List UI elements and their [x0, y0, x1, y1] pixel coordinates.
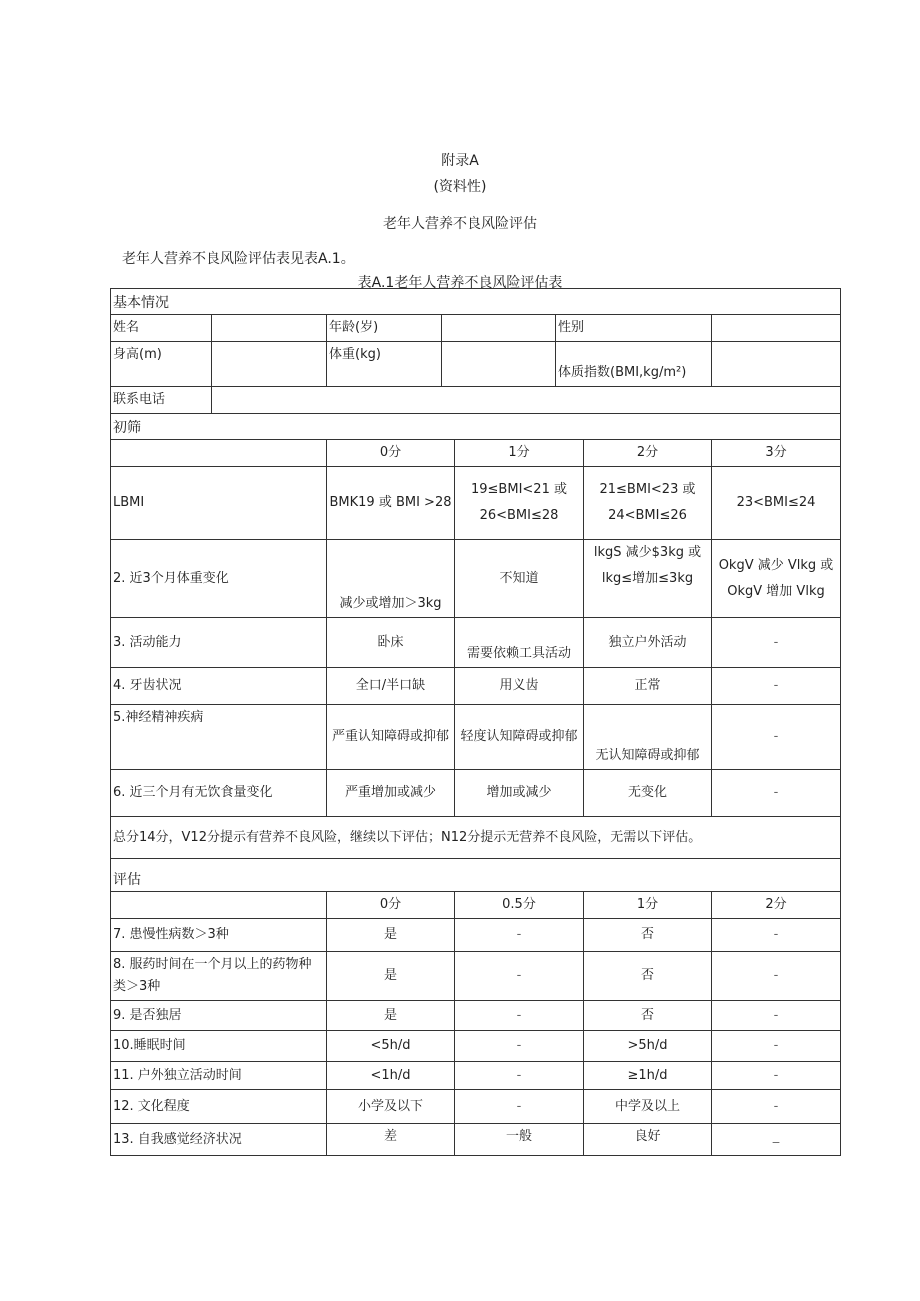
row-label: 4. 牙齿状况 [111, 668, 327, 705]
name-field[interactable] [212, 315, 327, 342]
label-phone: 联系电话 [111, 387, 212, 414]
option-cell: 19≤BMI<21 或 26<BMI≤28 [455, 467, 584, 540]
label-bmi: 体质指数(BMI,kg/m²) [556, 342, 712, 387]
option-cell: 减少或增加＞3kg [327, 540, 455, 618]
option-cell: 严重认知障碍或抑郁 [327, 705, 455, 770]
row-label: 7. 患慢性病数＞3种 [111, 919, 327, 952]
option-cell: 是 [327, 1001, 455, 1031]
row-label: LBMI [111, 467, 327, 540]
option-cell: 不知道 [455, 540, 584, 618]
option-cell: - [455, 1090, 584, 1124]
score-header: 2分 [712, 892, 841, 919]
label-name: 姓名 [111, 315, 212, 342]
score-header: 3分 [712, 440, 841, 467]
option-cell: 是 [327, 952, 455, 1001]
option-cell: 无认知障碍或抑郁 [584, 705, 712, 770]
option-cell: 否 [584, 919, 712, 952]
table-row [111, 1090, 841, 1124]
score-header: 0分 [327, 892, 455, 919]
option-cell: 全口/半口缺 [327, 668, 455, 705]
row-label: 10.睡眠时间 [111, 1031, 327, 1062]
option-cell: <5h/d [327, 1031, 455, 1062]
table-row [111, 770, 841, 817]
intro-text: 老年人营养不良风险评估表见表A.1。 [122, 251, 355, 267]
option-cell: 是 [327, 919, 455, 952]
option-cell: 否 [584, 952, 712, 1001]
table-row [111, 467, 841, 540]
section-assessment: 评估 [111, 859, 841, 892]
option-cell: - [712, 1090, 841, 1124]
option-cell: - [712, 1001, 841, 1031]
appendix-label: 附录A [441, 153, 479, 169]
table-row [111, 952, 841, 1001]
option-cell: ≥1h/d [584, 1062, 712, 1090]
table-row [111, 1031, 841, 1062]
option-cell: 需要依赖工具活动 [455, 618, 584, 668]
label-age: 年龄(岁) [327, 315, 442, 342]
label-height: 身高(m) [111, 342, 212, 387]
score-header: 2分 [584, 440, 712, 467]
option-cell: 正常 [584, 668, 712, 705]
option-cell: - [455, 1062, 584, 1090]
option-cell: 21≤BMI<23 或 24<BMI≤26 [584, 467, 712, 540]
option-cell: 小学及以下 [327, 1090, 455, 1124]
bmi-field[interactable] [712, 342, 841, 387]
option-cell: - [455, 1031, 584, 1062]
option-cell: 增加或减少 [455, 770, 584, 817]
score-header: 0分 [327, 440, 455, 467]
option-cell: lkgS 减少$3kg 或 lkg≤增加≤3kg [584, 540, 712, 618]
assessment-table [110, 288, 841, 1156]
row-label: 3. 活动能力 [111, 618, 327, 668]
option-cell: - [712, 668, 841, 705]
table-row [111, 705, 841, 770]
option-cell: - [712, 705, 841, 770]
option-cell: - [455, 1001, 584, 1031]
option-cell: 卧床 [327, 618, 455, 668]
row-label: 11. 户外独立活动时间 [111, 1062, 327, 1090]
section-screening: 初筛 [111, 414, 841, 440]
option-cell: 一般 [455, 1124, 584, 1156]
section-basic: 基本情况 [111, 289, 841, 315]
option-cell: - [712, 618, 841, 668]
row-label: 6. 近三个月有无饮食量变化 [111, 770, 327, 817]
label-sex: 性别 [556, 315, 712, 342]
row-label: 12. 文化程度 [111, 1090, 327, 1124]
table-row [111, 1062, 841, 1090]
option-cell: - [712, 952, 841, 1001]
row-label: 9. 是否独居 [111, 1001, 327, 1031]
row-label: 5.神经精神疾病 [111, 705, 327, 770]
option-cell: >5h/d [584, 1031, 712, 1062]
option-cell: 差 [327, 1124, 455, 1156]
label-weight: 体重(kg) [327, 342, 442, 387]
screening-summary: 总分14分，V12分提示有营养不良风险，继续以下评估；N12分提示无营养不良风险，无需以下评估。 [111, 817, 841, 859]
table-row [111, 540, 841, 618]
table-row [111, 668, 841, 705]
option-cell: BMK19 或 BMI >28 [327, 467, 455, 540]
option-cell: 良好 [584, 1124, 712, 1156]
table-row [111, 1124, 841, 1156]
table-row [111, 919, 841, 952]
phone-field[interactable] [212, 387, 841, 414]
table-row [111, 618, 841, 668]
option-cell: _ [712, 1124, 841, 1156]
score-header: 1分 [455, 440, 584, 467]
option-cell: - [712, 1062, 841, 1090]
option-cell: 23<BMI≤24 [712, 467, 841, 540]
height-field[interactable] [212, 342, 327, 387]
option-cell: - [712, 919, 841, 952]
option-cell: 否 [584, 1001, 712, 1031]
doc-title: 老年人营养不良风险评估 [383, 216, 537, 232]
option-cell: <1h/d [327, 1062, 455, 1090]
option-cell: - [455, 952, 584, 1001]
option-cell: - [455, 919, 584, 952]
appendix-nature: (资料性) [433, 179, 487, 195]
option-cell: - [712, 770, 841, 817]
option-cell: 独立户外活动 [584, 618, 712, 668]
weight-field[interactable] [442, 342, 556, 387]
option-cell: 严重增加或减少 [327, 770, 455, 817]
option-cell: 无变化 [584, 770, 712, 817]
age-field[interactable] [442, 315, 556, 342]
option-cell: OkgV 减少 Vlkg 或 OkgV 增加 Vlkg [712, 540, 841, 618]
option-cell: - [712, 1031, 841, 1062]
option-cell: 轻度认知障碍或抑郁 [455, 705, 584, 770]
table-row [111, 1001, 841, 1031]
option-cell: 中学及以上 [584, 1090, 712, 1124]
row-label: 13. 自我感觉经济状况 [111, 1124, 327, 1156]
table-caption: 表A.1老年人营养不良风险评估表 [357, 275, 563, 291]
row-label: 2. 近3个月体重变化 [111, 540, 327, 618]
option-cell: 用义齿 [455, 668, 584, 705]
row-label: 8. 服药时间在一个月以上的药物种类＞3种 [111, 952, 327, 1001]
score-header: 0.5分 [455, 892, 584, 919]
score-header: 1分 [584, 892, 712, 919]
sex-field[interactable] [712, 315, 841, 342]
